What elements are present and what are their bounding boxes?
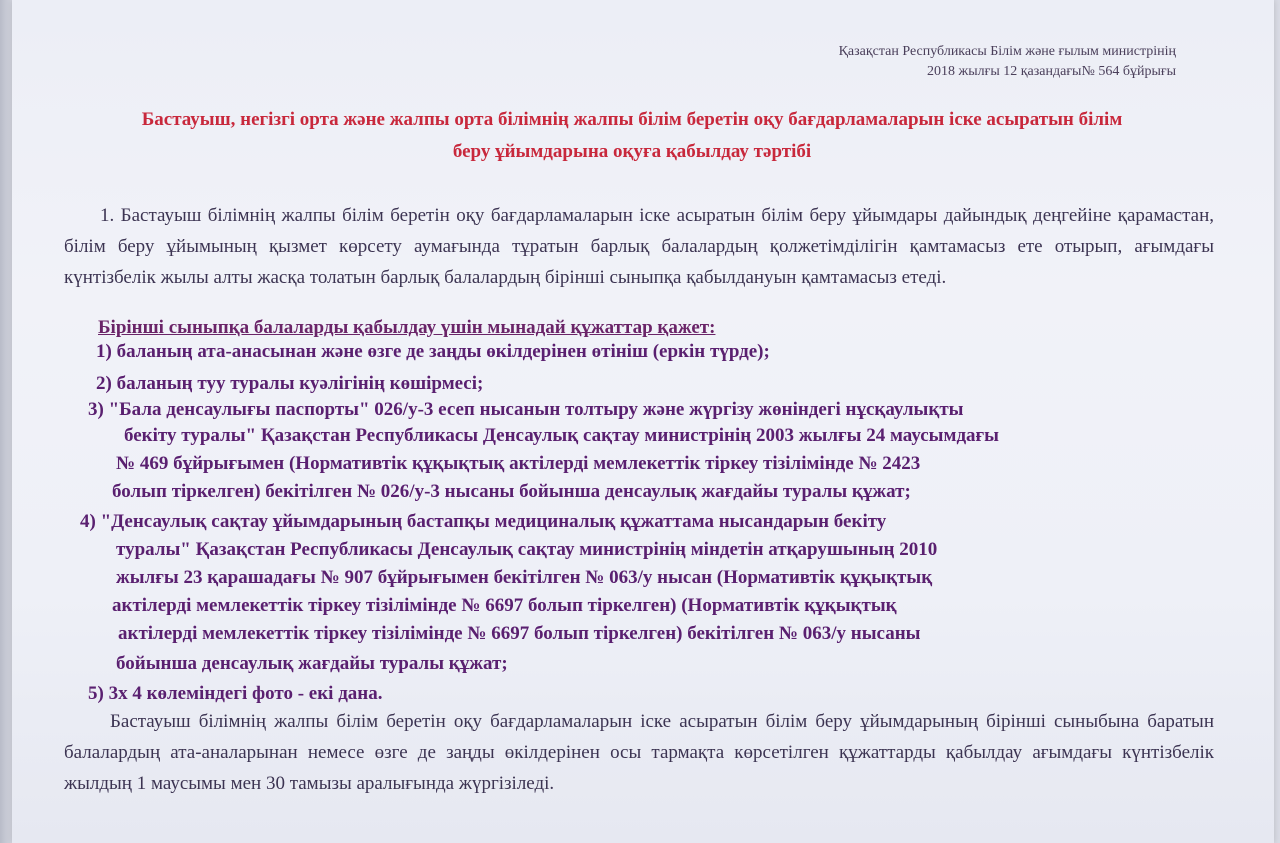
requirement-item: актілерді мемлекеттік тіркеу тізілімінде № 6697 болып тіркелген) бекітілген № 063/у нысаны [118, 623, 921, 644]
requirement-item: 3) "Бала денсаулығы паспорты" 026/у-3 есеп нысанын толтыру және жүргізу жөніндегі нұсқаулықты [88, 399, 964, 420]
requirement-item: бойынша денсаулық жағдайы туралы құжат; [116, 653, 508, 674]
requirement-item: актілерді мемлекеттік тіркеу тізілімінде № 6697 болып тіркелген) (Нормативтік құқықтық [112, 595, 897, 616]
requirement-item: 5) 3х 4 көлеміндегі фото - екі дана. [88, 683, 383, 704]
document-page [12, 0, 1274, 843]
document-title-line2: беру ұйымдарына оқуға қабылдау тәртібі [452, 141, 812, 162]
paragraph-1: 1. Бастауыш білімнің жалпы білім беретін оқу бағдарламаларын іске асыратын білім беру ұйымдары дайындық деңгейіне қарамастан, білім беру ұйымының қызмет көрсету аумағында тұратын барлық балалардың қолжетімділігін қамтамасыз ете отырып, ағымдағы күнтізбелік жылы алты жасқа толатын барлық балалардың бірінші сыныпқа қабылдануын қамтамасыз етеді. [64, 205, 1214, 288]
requirements-heading: Бірінші сыныпқа балаларды қабылдау үшін мынадай құжаттар қажет: [98, 317, 716, 338]
requirement-item: 1) баланың ата-анасынан және өзге де заңды өкілдерінен өтініш (еркін түрде); [96, 341, 770, 362]
page-shadow-edge [0, 0, 12, 843]
requirement-item: 2) баланың туу туралы куәлігінің көшірмесі; [96, 373, 484, 394]
order-reference-line1: Қазақстан Республикасы Білім және ғылым министрінің [838, 44, 1176, 59]
requirement-item: жылғы 23 қарашадағы № 907 бұйрығымен бекітілген № 063/у нысан (Нормативтік құқықтық [116, 567, 933, 588]
document-title [52, 104, 1212, 168]
document-title-line1: Бастауыш, негізгі орта және жалпы орта білімнің жалпы білім беретін оқу бағдарламаларын іске асыратын білім [141, 109, 1123, 130]
requirement-item: 4) "Денсаулық сақтау ұйымдарының бастапқы медициналық құжаттама нысандарын бекіту [80, 511, 887, 532]
paragraph-2: Бастауыш білімнің жалпы білім беретін оқу бағдарламаларын іске асыратын білім беру ұйымдарының бірінші сыныбына баратын балалардың ата-аналарынан немесе өзге де заңды өкілдерінен осы тармақта көрсетілген құжаттарды қабылдау ағымдағы күнтізбелік жылдың 1 маусымы мен 30 тамызы аралығында жүргізіледі. [64, 711, 1214, 794]
requirement-item: туралы" Қазақстан Республикасы Денсаулық сақтау министрінің міндетін атқарушының 2010 [116, 539, 938, 560]
order-reference-line2: 2018 жылғы 12 қазандағы№ 564 бұйрығы [927, 64, 1176, 79]
requirement-item: № 469 бұйрығымен (Нормативтік құқықтық актілерді мемлекеттік тіркеу тізілімінде № 2423 [116, 453, 921, 474]
requirement-item: болып тіркелген) бекітілген № 026/у-3 нысаны бойынша денсаулық жағдайы туралы құжат; [112, 481, 911, 502]
order-reference [839, 42, 1176, 82]
requirement-item: бекіту туралы" Қазақстан Республикасы Денсаулық сақтау министрінің 2003 жылғы 24 маусымдағы [124, 425, 1000, 446]
